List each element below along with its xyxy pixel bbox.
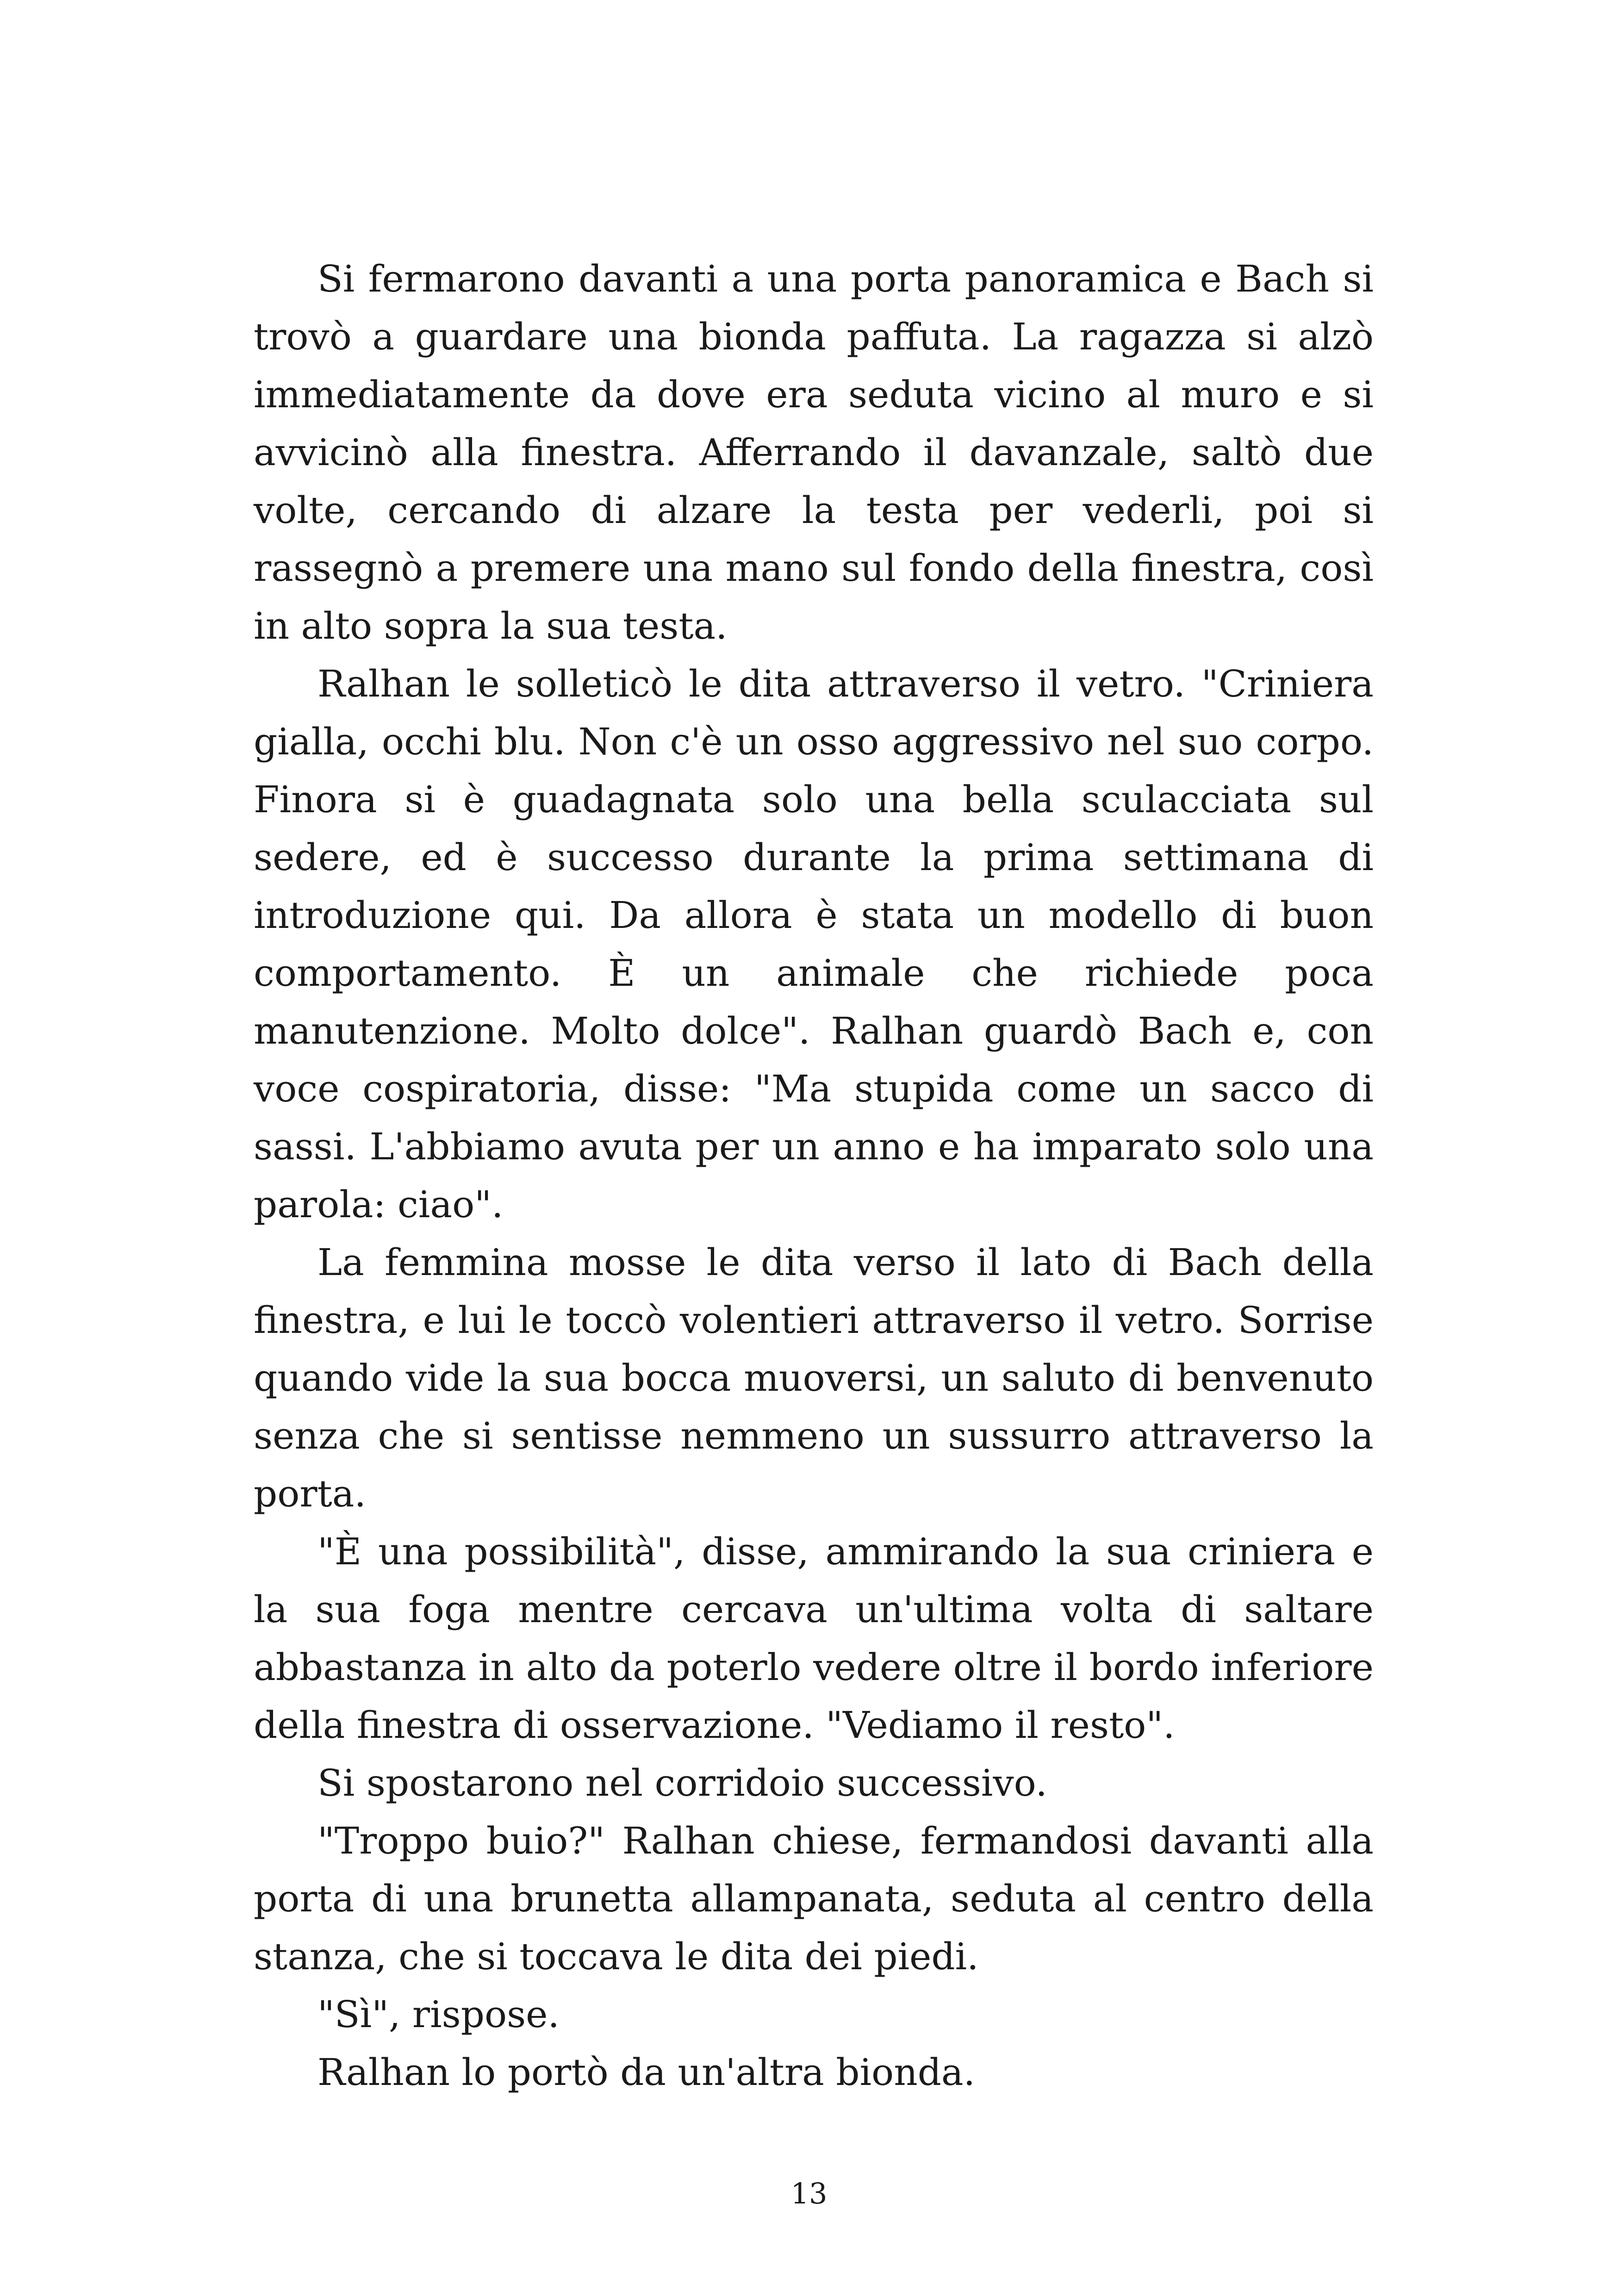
paragraph-2: Ralhan le solleticò le dita attraverso il vetro. "Criniera gialla, occhi blu. Non c'è un osso aggressivo nel suo corpo. Finora si è guadagnata solo una bella sculacciata sul sedere, ed è successo durante la prima settimana di introduzione qui. Da allora è stata un modello di buon comportamento. È un animale che richiede poca manutenzione. Molto dolce". Ralhan guardò Bach e, con voce cospiratoria, disse: "Ma stupida come un sacco di sassi. L'abbiamo avuta per un anno e ha imparato solo una parola: ciao". bbox=[254, 662, 1374, 1226]
paragraph-5: Si spostarono nel corridoio successivo. bbox=[317, 1761, 1047, 1804]
page-number: 13 bbox=[790, 2177, 828, 2210]
paragraph-6: "Troppo buio?" Ralhan chiese, fermandosi davanti alla porta di una brunetta allampanata, seduta al centro della stanza, che si toccava le dita dei piedi. bbox=[254, 1819, 1374, 1978]
paragraph-1: Si fermarono davanti a una porta panoramica e Bach si trovò a guardare una bionda paffuta. La ragazza si alzò immediatamente da dove era seduta vicino al muro e si avvicinò alla finestra. Afferrando il davanzale, saltò due volte, cercando di alzare la testa per vederli, poi si rassegnò a premere una mano sul fondo della finestra, così in alto sopra la sua testa. bbox=[254, 257, 1374, 647]
paragraph-8: Ralhan lo portò da un'altra bionda. bbox=[317, 2051, 976, 2094]
paragraph-3: La femmina mosse le dita verso il lato di Bach della finestra, e lui le toccò volentieri attraverso il vetro. Sorrise quando vide la sua bocca muoversi, un saluto di benvenuto senza che si sentisse nemmeno un sussurro attraverso la porta. bbox=[254, 1241, 1374, 1515]
paragraph-7: "Sì", rispose. bbox=[317, 1993, 560, 2036]
body-text bbox=[254, 250, 1374, 2101]
paragraph-4: "È una possibilità", disse, ammirando la sua criniera e la sua foga mentre cercava un'ultima volta di saltare abbastanza in alto da poterlo vedere oltre il bordo inferiore della finestra di osservazione. "Vediamo il resto". bbox=[254, 1530, 1374, 1747]
